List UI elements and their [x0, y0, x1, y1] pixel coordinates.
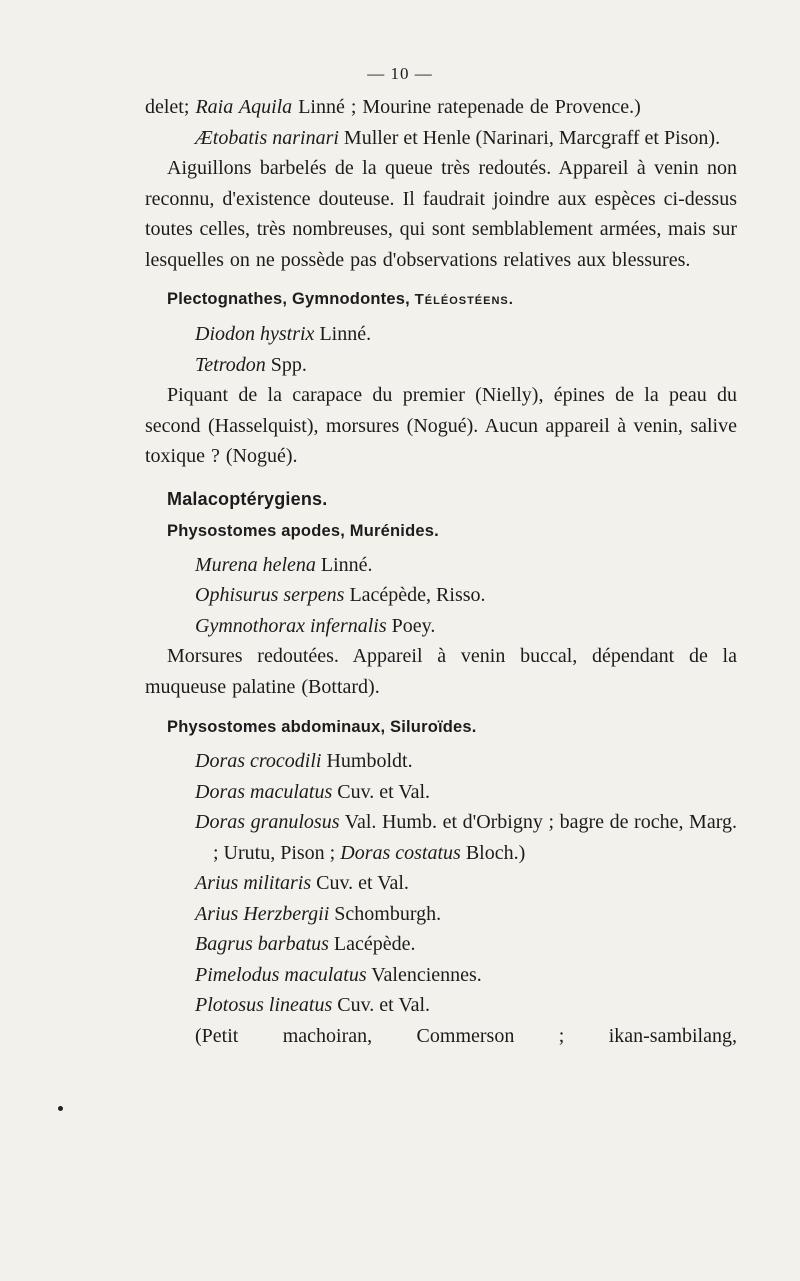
ink-speck: [58, 1106, 63, 1111]
species-name: Tetrodon: [195, 353, 266, 376]
species-name: Doras costatus: [340, 841, 461, 864]
species-name: Diodon hystrix: [195, 323, 315, 345]
species-name: Murena helena: [195, 553, 316, 576]
subheading-physostomes-abdominaux: Physostomes abdominaux, Siluroïdes.: [167, 718, 477, 736]
species-entry: Bagrus barbatus Lacépède.: [195, 933, 416, 955]
species-entry: Arius militaris Cuv. et Val.: [195, 872, 409, 894]
species-entry: Doras maculatus Cuv. et Val.: [195, 780, 431, 803]
species-name: Gymnothorax infernalis: [195, 614, 387, 637]
species-entry: Doras granulosus Val. Humb. et d'Orbigny ; bagre de roche, Marg. ; Urutu, Pison ; Doras costatus Bloch.): [195, 811, 738, 864]
paragraph-aiguillons: Aiguillons barbelés de la queue très redoutés. Appareil à venin non reconnu, d'existence douteuse. Il faudrait joindre aux espèces ci-dessus toutes celles, très nombreuses, qui sont semblablement armées, mais sur lesquelles on ne possède pas d'observations relatives aux blessures.: [145, 157, 737, 271]
species-entry: Arius Herzbergii Schomburgh.: [195, 902, 442, 925]
species-name: Ætobatis narinari: [195, 126, 339, 149]
subheading-physostomes-apodes: Physostomes apodes, Murénides.: [167, 521, 439, 540]
species-entry: Doras crocodili Humboldt.: [195, 750, 413, 772]
species-name: Arius militaris: [195, 872, 312, 894]
species-entry-aetobatis: Ætobatis narinari Muller et Henle (Narinari, Marcgraff et Pison).: [195, 126, 721, 149]
species-entry: Gymnothorax infernalis Poey.: [195, 614, 436, 637]
species-entry: Plotosus lineatus Cuv. et Val.: [195, 994, 431, 1016]
page-number: — 10 —: [367, 64, 433, 83]
species-name: Doras maculatus: [195, 780, 333, 803]
page-body: [145, 92, 737, 1051]
last-line: (Petit machoiran, Commerson ; ikan-sambilang,: [195, 1024, 737, 1047]
species-entry: Murena helena Linné.: [195, 553, 373, 576]
species-entry: Ophisurus serpens Lacépède, Risso.: [195, 584, 486, 606]
species-name: Bagrus barbatus: [195, 933, 329, 955]
species-entry: Tetrodon Spp.: [195, 353, 307, 376]
species-name: Plotosus lineatus: [195, 994, 333, 1016]
species-name: Arius Herzbergii: [195, 902, 330, 925]
species-name: Doras crocodili: [195, 750, 322, 772]
paragraph-morsures: Morsures redoutées. Appareil à venin buccal, dépendant de la muqueuse palatine (Bottard).: [145, 645, 737, 698]
species-name: Doras granulosus: [195, 811, 340, 833]
species-name: Pimelodus maculatus: [195, 963, 367, 986]
section-heading-malacopterygiens: Malacoptérygiens.: [167, 488, 328, 509]
section-heading-plectognathes: Plectognathes, Gymnodontes, Téléostéens.: [167, 290, 514, 308]
species-name: Ophisurus serpens: [195, 584, 345, 606]
species-entry: Pimelodus maculatus Valenciennes.: [195, 963, 482, 986]
species-entry: Diodon hystrix Linné.: [195, 323, 372, 345]
paragraph-piquant: Piquant de la carapace du premier (Nielly), épines de la peau du second (Hasselquist), morsures (Nogué). Aucun appareil à venin, salive toxique ? (Nogué).: [145, 384, 737, 467]
species-name: Raia Aquila: [195, 96, 293, 118]
intro-paragraph: delet; Raia Aquila Linné ; Mourine ratepenade de Provence.): [145, 96, 641, 118]
